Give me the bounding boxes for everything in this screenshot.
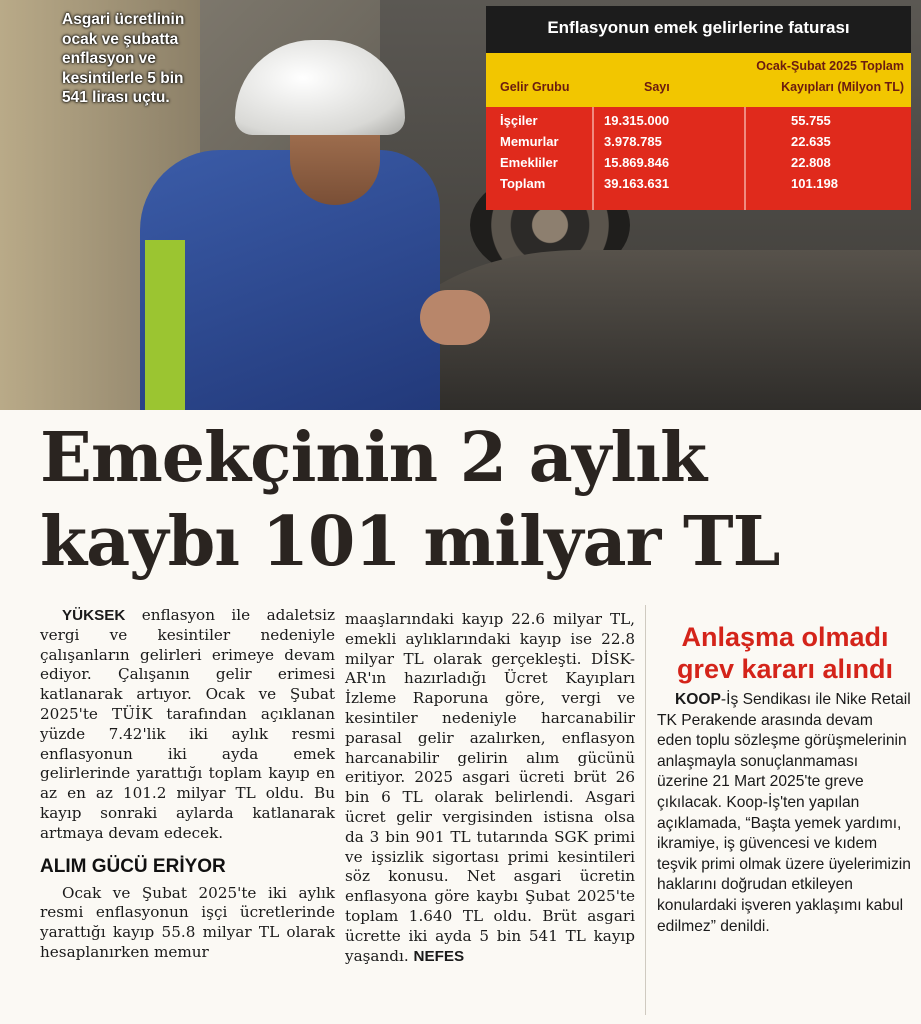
article-para2: Ocak ve Şubat 2025'te iki aylık resmi enflasyonun işçi ücretlerinde yarattığı kayıp 55.8 milyar TL olarak hesaplanırken memur xyxy=(40,883,335,961)
article-column-1 xyxy=(40,606,335,963)
photo-caption: Asgari ücretlinin ocak ve şubatta enflasyon ve kesintilerle 5 bin 541 lirası uçtu. xyxy=(62,11,185,106)
table-row: İşçiler 19.315.000 55.755 xyxy=(500,113,831,128)
inflation-table xyxy=(486,6,911,210)
table-row: Memurlar 3.978.785 22.635 xyxy=(500,134,831,149)
article-subhead: ALIM GÜCÜ ERİYOR xyxy=(40,855,226,877)
side-title-line1: Anlaşma olmadı xyxy=(681,622,889,652)
headline-line2: kaybı 101 milyar TL xyxy=(40,502,780,582)
column-divider xyxy=(645,605,646,1015)
headline-line1: Emekçinin 2 aylık xyxy=(40,418,707,498)
side-article xyxy=(657,690,911,937)
side-body: -İş Sendikası ile Nike Retail TK Perakende arasında devam eden toplu sözleşme görüşmelerinin anlaşmayla sonuçlanmaması üzerine 21 Mart 2025'te greve çıkılacak. Koop-İş'ten yapılan açıklamada, “Başta yemek yardımı, ikramiye, iş güvencesi ve kıdem teşvik primi olmak üzere üyelerimizin haklarını doğrudan etkileyen konulardaki işveren yaklaşımı kabul edilmez” denildi. xyxy=(657,691,911,935)
side-lead-word: KOOP xyxy=(675,691,721,708)
table-header xyxy=(486,53,911,107)
headline xyxy=(40,416,920,584)
header-group: Gelir Grubu xyxy=(500,80,570,94)
header-loss-line2: Kayıpları (Milyon TL) xyxy=(781,80,904,94)
side-title xyxy=(654,621,916,685)
side-title-line2: grev kararı alındı xyxy=(676,654,894,684)
article-column-2 xyxy=(345,610,635,966)
header-loss-line1: Ocak-Şubat 2025 Toplam xyxy=(756,59,904,73)
table-row: Toplam 39.163.631 101.198 xyxy=(500,176,838,191)
table-title: Enflasyonun emek gelirlerine faturası xyxy=(547,18,850,37)
article-para3: maaşlarındaki kayıp 22.6 milyar TL, emekli aylıklarındaki kayıp ise 22.8 milyar TL olarak gerçekleşti. DİSK-AR'ın hazırladığı Ücret Kayıpları İzleme Raporuna göre, vergi ve kesintiler nedeniyle harcanabilir parasal gelir azalırken, enflasyon harcanabilir gelirin alım gücünü eritiyor. 2025 asgari ücreti brüt 26 bin 6 TL olarak belirlendi. Asgari ücret gelir vergisinden istisna olsa da 3 bin 901 TL tutarında SGK primi ve işsizlik sigortası primi kesintileri söz konusu. Net asgari ücretin enflasyona göre kaybı Şubat 2025'te toplam 1.640 TL oldu. Brüt asgari ücrette iki ayda 5 bin 541 TL kayıp yaşandı. xyxy=(345,610,635,965)
table-body xyxy=(486,107,911,210)
header-count: Sayı xyxy=(644,80,670,94)
article-signature: NEFES xyxy=(413,947,465,965)
article-lead-word: YÜKSEK xyxy=(62,607,126,624)
article-para1: enflasyon ile adaletsiz vergi ve kesintiler nedeniyle çalışanların gelirleri erimeye devam ediyor. Çalışanın gelir erimesi katlanarak artıyor. Ocak ve Şubat 2025'te TÜİK tarafından açıklanan yüzde 7.42'lik iki aylık resmi enflasyonun iki ayda emek gelirlerinde yarattığı toplam kayıp en az en az 101.2 milyar TL oldu. Bu kayıp sonraki aylarda katlanarak artmaya devam edecek. xyxy=(40,606,335,842)
table-row: Emekliler 15.869.846 22.808 xyxy=(500,155,831,170)
